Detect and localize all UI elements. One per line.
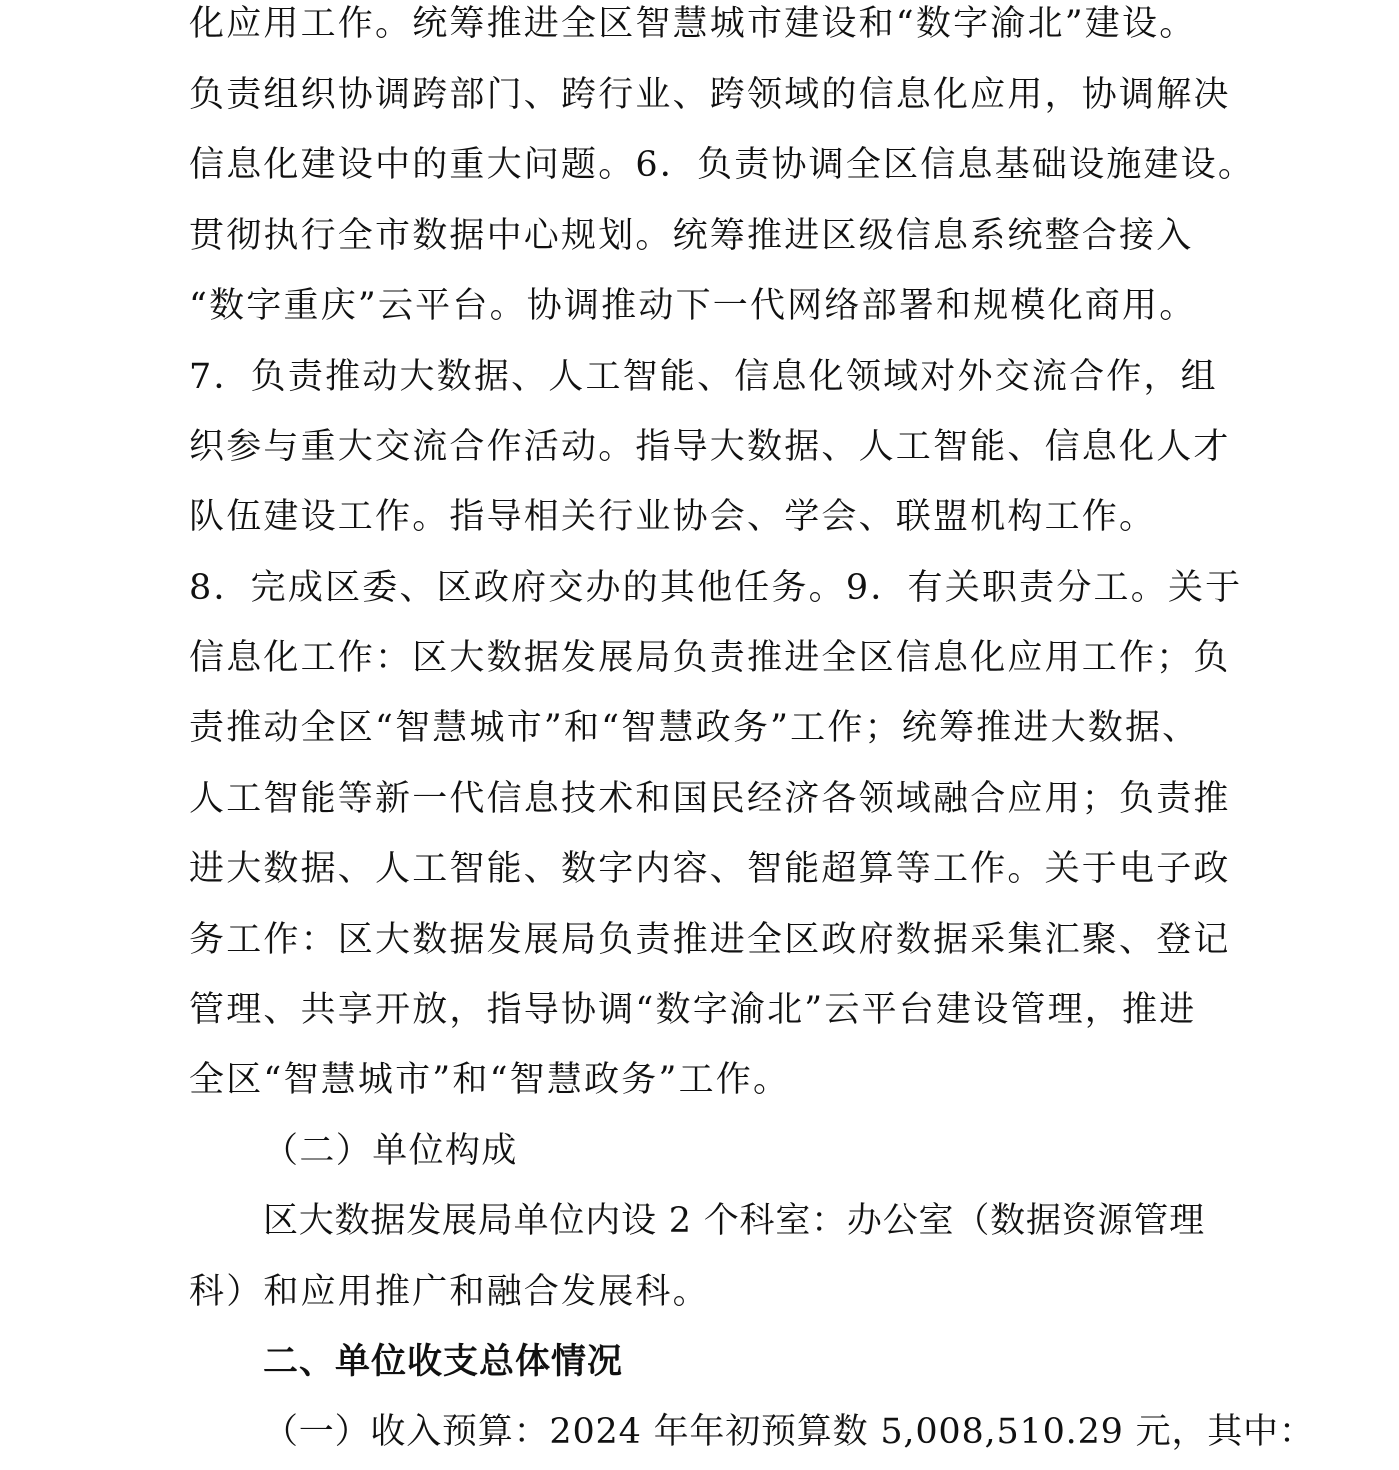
- body-text-line: 全区“智慧城市”和“智慧政务”工作。: [189, 1060, 791, 1100]
- body-text-line: 负责组织协调跨部门、跨行业、跨领域的信息化应用，协调解决: [189, 75, 1231, 115]
- body-text-line: 务工作：区大数据发展局负责推进全区政府数据采集汇聚、登记: [189, 920, 1231, 960]
- body-text-line: 队伍建设工作。指导相关行业协会、学会、联盟机构工作。: [189, 497, 1157, 537]
- section-heading-unit-structure: （二）单位构成: [263, 1131, 518, 1171]
- body-text-line: 信息化建设中的重大问题。6．负责协调全区信息基础设施建设。: [189, 145, 1256, 185]
- section-heading-income-expenditure: 二、单位收支总体情况: [263, 1342, 624, 1382]
- body-text-line: 信息化工作：区大数据发展局负责推进全区信息化应用工作；负: [189, 638, 1231, 678]
- body-text-line: 化应用工作。统筹推进全区智慧城市建设和“数字渝北”建设。: [189, 4, 1197, 44]
- body-text-line: 7．负责推动大数据、人工智能、信息化领域对外交流合作，组: [189, 357, 1218, 397]
- body-text-line: 进大数据、人工智能、数字内容、智能超算等工作。关于电子政: [189, 849, 1231, 889]
- body-text-line: 贯彻执行全市数据中心规划。统筹推进区级信息系统整合接入: [189, 216, 1194, 256]
- body-text-line: 管理、共享开放，指导协调“数字渝北”云平台建设管理，推进: [189, 990, 1197, 1030]
- body-text-line: 织参与重大交流合作活动。指导大数据、人工智能、信息化人才: [189, 427, 1231, 467]
- income-budget-line: （一）收入预算：2024 年年初预算数 5,008,510.29 元，其中：: [263, 1412, 1315, 1452]
- body-text-line: 责推动全区“智慧城市”和“智慧政务”工作；统筹推进大数据、: [189, 708, 1200, 748]
- body-text-line: 科）和应用推广和融合发展科。: [189, 1272, 710, 1312]
- body-text-line: 8．完成区委、区政府交办的其他任务。9．有关职责分工。关于: [189, 568, 1243, 608]
- body-text-line: 人工智能等新一代信息技术和国民经济各领域融合应用；负责推: [189, 779, 1231, 819]
- body-text-line: “数字重庆”云平台。协调推动下一代网络部署和规模化商用。: [189, 286, 1197, 326]
- body-text-line: 区大数据发展局单位内设 2 个科室：办公室（数据资源管理: [263, 1201, 1205, 1241]
